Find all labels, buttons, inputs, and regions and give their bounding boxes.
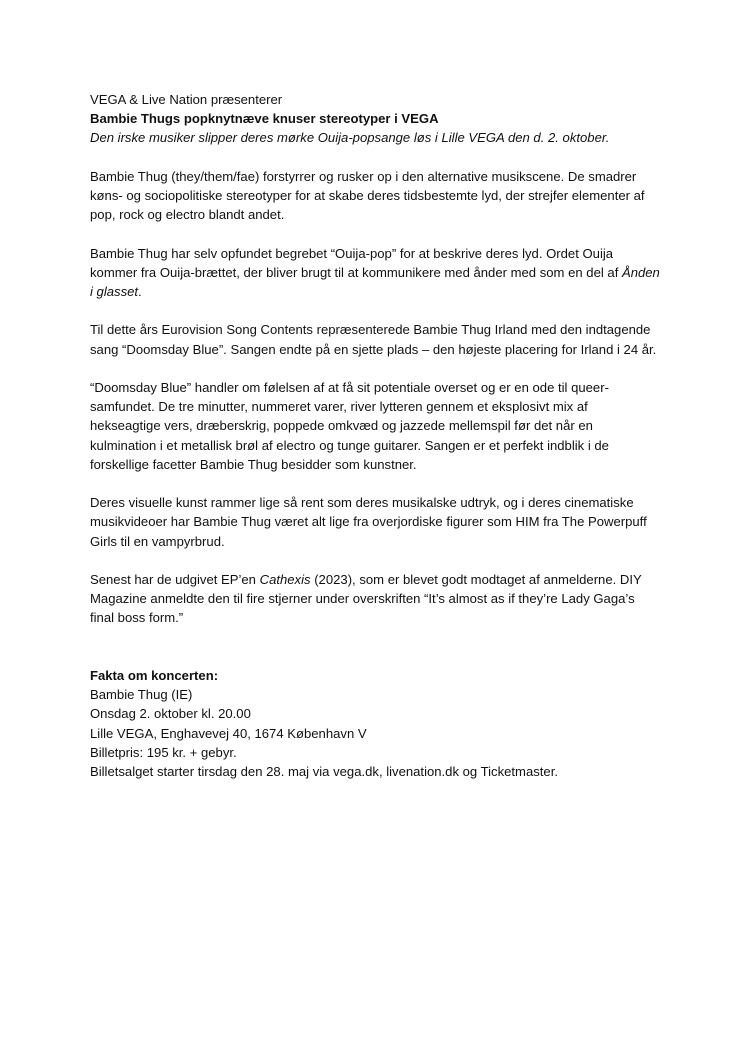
paragraph-ouija-pop-italic: Ånden i glasset — [90, 264, 660, 299]
paragraph-ouija-pop — [90, 244, 660, 302]
spacer — [90, 148, 660, 167]
spacer — [90, 474, 660, 493]
paragraph-cathexis — [90, 570, 660, 628]
spacer — [90, 301, 660, 320]
facts-date: Onsdag 2. oktober kl. 20.00 — [90, 706, 251, 722]
facts-artist: Bambie Thug (IE) — [90, 687, 193, 703]
facts-heading: Fakta om koncerten: — [90, 667, 219, 683]
paragraph-cathexis-end: (2023), som er blevet godt modtaget af anmelderne. DIY Magazine anmeldte den til fire stjerner under overskriften “It’s almost as if they’re Lady Gaga’s final boss form.” — [90, 571, 642, 626]
headline: Bambie Thugs popknytnæve knuser stereotyper i VEGA — [90, 111, 439, 127]
paragraph-cathexis-text: Senest har de udgivet EP’en — [90, 571, 260, 587]
facts-price: Billetpris: 195 kr. + gebyr. — [90, 744, 237, 760]
paragraph-eurovision: Til dette års Eurovision Song Contents repræsenterede Bambie Thug Irland med den indtagende sang “Doomsday Blue”. Sangen endte på en sjette plads – den højeste placering for Irland i 24 år. — [90, 322, 657, 357]
subheadline: Den irske musiker slipper deres mørke Ouija-popsange løs i Lille VEGA den d. 2. oktober. — [90, 130, 610, 146]
paragraph-cathexis-italic: Cathexis — [259, 571, 311, 587]
spacer — [90, 224, 660, 243]
paragraph-doomsday-blue: “Doomsday Blue” handler om følelsen af at få sit potentiale overset og er en ode til queer-samfundet. De tre minutter, nummeret varer, river lytteren gennem et eksplosivt mix af hekseagtige vers, dræberskrig, poppede omkvæd og jazzede mellemspil før det når en kulmination i et metallisk brøl af electro og tunge guitarer. Sangen er et perfekt indblik i de forskellige facetter Bambie Thug besidder som kunstner. — [90, 379, 609, 472]
paragraph-ouija-pop-text: Bambie Thug har selv opfundet begrebet “Ouija-pop” for at beskrive deres lyd. Ordet Ouija kommer fra Ouija-brættet, der bliver brugt til at kommunikere med ånder med som en del af — [90, 245, 622, 280]
paragraph-ouija-pop-end: . — [138, 284, 142, 299]
facts-ticket-sale: Billetsalget starter tirsdag den 28. maj via vega.dk, livenation.dk og Ticketmaster. — [90, 764, 558, 779]
spacer — [90, 551, 660, 570]
press-release-body — [90, 90, 660, 781]
facts-venue: Lille VEGA, Enghavevej 40, 1674 København V — [90, 725, 367, 741]
spacer — [90, 628, 660, 666]
presenter-line: VEGA & Live Nation præsenterer — [90, 92, 283, 107]
paragraph-visual-art: Deres visuelle kunst rammer lige så rent som deres musikalske udtryk, og i deres cinematiske musikvideoer har Bambie Thug været alt lige fra overjordiske figurer som HIM fra The Powerpuff Girls til en vampyrbrud. — [90, 495, 647, 549]
paragraph-intro: Bambie Thug (they/them/fae) forstyrrer og rusker op i den alternative musikscene. De smadrer køns- og sociopolitiske stereotyper for at skabe deres tidsbestemte lyd, der strejfer elementer af pop, rock og electro blandt andet. — [90, 168, 645, 223]
spacer — [90, 359, 660, 378]
